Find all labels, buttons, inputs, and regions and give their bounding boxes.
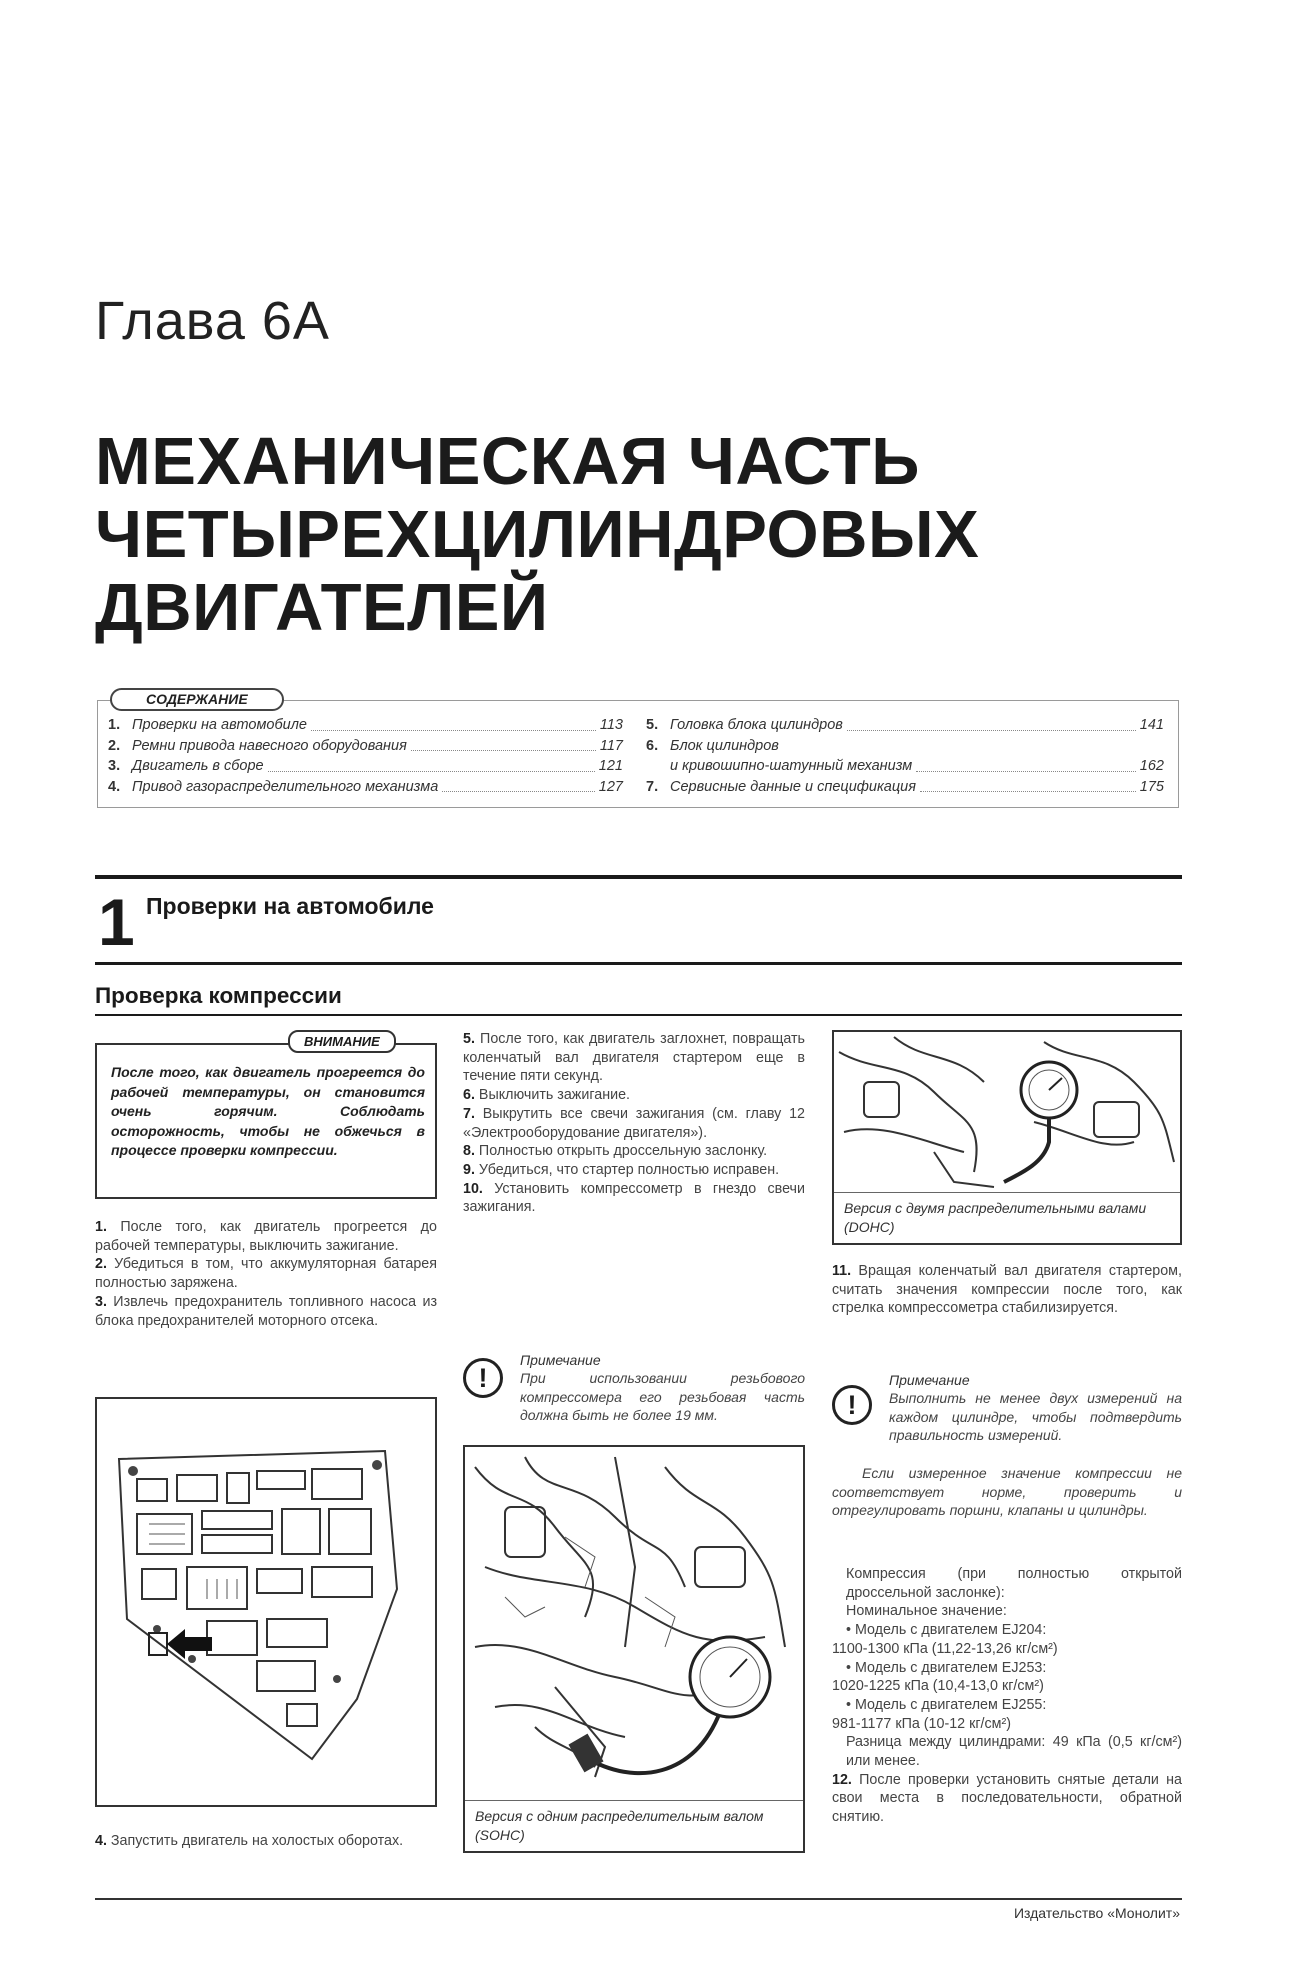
toc-num: 1. [108,717,121,733]
sohc-caption: Версия с одним распределительным валом (SOHC) [465,1800,803,1851]
toc-text: Привод газораспределительного механизма [132,778,439,795]
sohc-figure [463,1445,805,1853]
toc-text: и кривошипно-шатунный механизм [670,758,913,774]
step-text: Выключить зажигание. [478,1087,631,1104]
toc-entry[interactable] [646,756,1164,777]
toc-leader [442,791,595,792]
toc-text: Сервисные данные и спецификация [670,778,916,795]
step [95,1255,437,1292]
step [95,1293,437,1330]
step [463,1161,805,1180]
spec-model-value: 1100-1300 кПа (11,22-13,26 кг/см²) [832,1640,1058,1657]
note-body: Выполнить не менее двух измерений на каждом цилиндре, чтобы подтвердить правильность измерений. [889,1390,1182,1443]
chapter-title [95,425,979,644]
step [463,1086,805,1105]
spec-intro: Компрессия (при полностью открытой дроссельной заслонке): [846,1566,1182,1601]
toc-label: СОДЕРЖАНИЕ [110,688,284,711]
toc-page: 162 [1139,758,1164,774]
compression-specs [832,1565,1182,1827]
note-heading: Примечание [520,1352,601,1368]
step-num: 11. [832,1263,852,1279]
toc-entry[interactable] [108,777,623,798]
step-num: 2. [95,1256,107,1273]
step-text: После проверки установить снятые детали на свои места в последовательности, обратной снятию. [832,1771,1182,1826]
toc-num: 3. [108,758,121,774]
subsection-title: Проверка компрессии [95,983,342,1008]
toc-column-left [108,715,623,797]
step [95,1218,437,1255]
toc-leader [311,730,596,731]
step-text: Установить компрессометр в гнездо свечи зажигания. [463,1180,805,1216]
step-text: Выкрутить все свечи зажигания (см. главу 12 «Электрооборудование двигателя»). [463,1105,805,1141]
toc-leader [920,791,1136,792]
step [95,1832,437,1851]
toc-entry[interactable] [646,715,1164,736]
toc-page: 141 [1139,717,1164,733]
toc-entry[interactable] [108,756,623,777]
column-1-step-4 [95,1832,437,1851]
note-exclamation-icon: ! [832,1385,872,1425]
section-title: Проверки на автомобиле [146,893,434,919]
step [463,1030,805,1086]
column-2-steps [463,1030,805,1217]
step-text: Полностью открыть дроссельную заслонку. [478,1143,768,1160]
step-num: 12. [832,1771,852,1788]
step-text: Запустить двигатель на холостых оборотах. [110,1833,404,1849]
toc-text: Блок цилиндров [670,737,779,754]
title-line-2: ЧЕТЫРЕХЦИЛИНДРОВЫХ [95,497,980,572]
step-text: После того, как двигатель заглохнет, повращать коленчатый вал двигателя стартером еще в течение пяти секунд. [463,1031,805,1085]
spec-model-label: • Модель с двигателем EJ204: [846,1622,1047,1639]
toc-text: Двигатель в сборе [132,758,264,774]
section-number: 1 [98,885,135,959]
warning-label: ВНИМАНИЕ [288,1030,396,1053]
note-body: При использовании резьбового компрессомера его резьбовая часть должна быть не более 19 мм. [520,1370,805,1423]
step-num: 9. [463,1161,475,1178]
toc-num: 4. [108,778,121,795]
note-body-continued: Если измеренное значение компрессии не соответствует норме, проверить и отрегулировать поршни, клапаны и цилиндры. [832,1465,1182,1518]
toc-text: Проверки на автомобиле [132,717,307,733]
subsection-rule [95,1014,1182,1016]
fuse-box-figure [95,1397,437,1807]
step-num: 6. [463,1087,475,1104]
step [832,1771,1182,1827]
toc-leader [268,771,595,772]
warning-text: После того, как двигатель прогреется до рабочей температуры, он становится очень горячим. Соблюдать осторожность, чтобы не обжечься в процессе проверки компрессии. [111,1064,425,1158]
toc-leader [916,771,1136,772]
footer-rule [95,1898,1182,1900]
step-text: Убедиться, что стартер полностью исправен. [478,1161,780,1178]
toc-page: 117 [599,737,623,754]
spec-model-label: • Модель с двигателем EJ253: [846,1659,1047,1676]
step-text: После того, как двигатель прогреется до рабочей температуры, выключить зажигание. [95,1219,437,1254]
spec-model-value: 1020-1225 кПа (10,4-13,0 кг/см²) [832,1678,1044,1695]
step [832,1262,1182,1318]
step-text: Убедиться в том, что аккумуляторная батарея полностью заряжена. [95,1256,437,1292]
toc-entry[interactable] [646,777,1164,798]
fuse-box-illustration [97,1399,435,1805]
step-num: 1. [95,1219,107,1235]
title-line-1: МЕХАНИЧЕСКАЯ ЧАСТЬ [95,424,920,499]
toc-page: 113 [599,717,623,733]
warning-box [95,1043,437,1199]
compression-gauge-sohc-illustration [465,1447,803,1787]
section-top-rule [95,875,1182,879]
toc-text: Ремни привода навесного оборудования [132,737,407,754]
note-exclamation-icon: ! [463,1358,503,1398]
step [463,1180,805,1217]
spec-model-label: • Модель с двигателем EJ255: [846,1696,1047,1713]
step [463,1105,805,1142]
title-line-3: ДВИГАТЕЛЕЙ [95,570,549,645]
toc-leader [847,730,1136,731]
dohc-figure [832,1030,1182,1245]
toc-num: 2. [108,737,121,754]
toc-leader [411,750,596,751]
step-num: 3. [95,1293,107,1310]
column-3-step-11 [832,1262,1182,1318]
dohc-caption: Версия с двумя распределительными валами (DOHC) [834,1192,1180,1243]
step-num: 8. [463,1143,475,1160]
toc-entry[interactable] [108,736,623,757]
chapter-label: Глава 6А [95,291,330,351]
step-text: Вращая коленчатый вал двигателя стартером, считать значения компрессии после того, как стрелка компрессометра стабилизируется. [832,1263,1182,1317]
step-text: Извлечь предохранитель топливного насоса из блока предохранителей моторного отсека. [95,1293,437,1329]
step-num: 4. [95,1833,107,1849]
publisher-credit: Издательство «Монолит» [1013,1905,1180,1921]
section-bottom-rule [95,962,1182,965]
toc-page: 127 [598,778,623,795]
toc-entry[interactable] [646,736,1164,757]
spec-model-value: 981-1177 кПа (10-12 кг/см²) [832,1715,1012,1732]
spec-nominal: Номинальное значение: [846,1603,1007,1620]
toc-num: 6. [646,737,659,754]
compression-gauge-dohc-illustration [834,1032,1180,1192]
toc-page: 175 [1139,778,1164,795]
step-num: 10. [463,1180,483,1197]
toc-num: 7. [646,778,659,795]
toc-page: 121 [598,758,623,774]
note-heading: Примечание [889,1372,970,1388]
table-of-contents [97,700,1179,808]
toc-num: 5. [646,717,659,733]
toc-text: Головка блока цилиндров [670,717,843,733]
step-num: 5. [463,1031,475,1047]
step-num: 7. [463,1105,475,1122]
toc-entry[interactable] [108,715,623,736]
step [463,1142,805,1161]
spec-difference: Разница между цилиндрами: 49 кПа (0,5 кг/см²) или менее. [846,1734,1182,1770]
toc-column-right [646,715,1164,797]
column-1-steps [95,1218,437,1330]
